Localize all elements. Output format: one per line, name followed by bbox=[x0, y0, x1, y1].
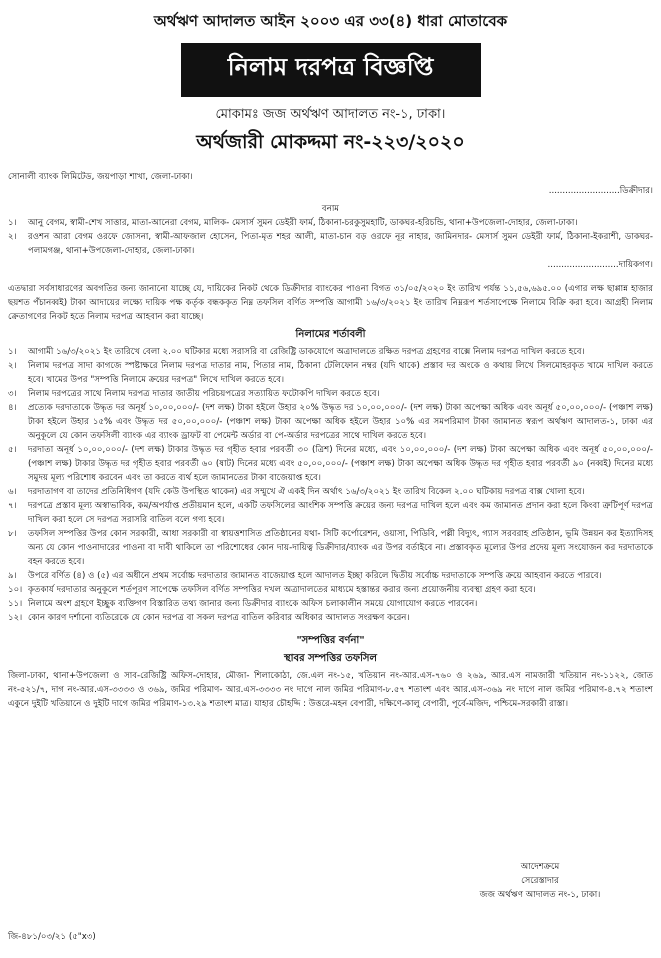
case-number: অর্থজারী মোকদ্দমা নং-২২৩/২০২০ bbox=[196, 131, 465, 153]
term-number: ৩। bbox=[8, 389, 17, 399]
term-item bbox=[8, 597, 653, 611]
defendant-number: ২। bbox=[8, 232, 17, 242]
plaintiff-role: ..........................ডিক্রীদার। bbox=[548, 186, 653, 196]
term-text: কোন কারণ দর্শানো ব্যতিরেকে যে কোন দরপত্র বা সকল দরপত্র বাতিল করিবার অধিকার আদালত সংরক্ষণ করেন। bbox=[28, 613, 410, 623]
terms-heading: নিলামের শর্তাবলী bbox=[295, 329, 366, 340]
term-number: ১২। bbox=[8, 613, 23, 623]
term-item bbox=[8, 499, 653, 527]
term-item bbox=[8, 527, 653, 569]
term-number: ৬। bbox=[8, 487, 17, 497]
defendant-text: আনু বেগম, স্বামী-শেখ সাত্তার, মাতা-আনেরা বেগম, মালিক- মেসার্স সুমন ডেইরী ফার্ম, ঠিকানা-চরকুসুমহাটি, ডাকঘর-হরিচন্ডি, থানা+উপজেলা-দোহার, জেলা-ঢাকা। bbox=[28, 218, 578, 228]
term-text: প্রত্যেক দরদাতাকে উদ্ধৃত দর অনূর্ধ ১০,০০,০০০/- (দশ লক্ষ) টাকা হইলে উহার ২০% উদ্ধৃত দর ১০,০০,০০০/- (দশ লক্ষ) টাকা অপেক্ষা অধিক এবং অনূর্ধ ৫০,০০,০০০/- (পঞ্চাশ লক্ষ) টাকা হইলে উহার ১৫% এবং উদ্ধৃত দর ৫০,০০,০০০/- (পঞ্চাশ লক্ষ) টাকা অপেক্ষা অধিক হইলে উহার ১০% এর সমপরিমাণ টাকা জামানত স্বরূপ অর্থঋণ আদালত-১, ঢাকা এর অনুকূলে যে কোন তফসিলী ব্যাংক এর ব্যাংক ড্রাফট বা পেমেন্ট অর্ডার বা পে-অর্ডার দরপত্রের সাথে দাখিল করতে হবে। bbox=[28, 403, 653, 441]
defendant-item bbox=[8, 230, 653, 258]
term-item bbox=[8, 583, 653, 597]
notice-page bbox=[8, 6, 653, 711]
term-item bbox=[8, 443, 653, 485]
term-text: কৃতকার্য দরদাতার অনুকূলে শর্তপূরণ সাপেক্ষে তফসিল বর্ণিত সম্পত্তির দখল অত্রাদালতের মাধ্যমে হস্তান্তর করার জন্য প্রয়োজনীয় ব্যবস্থা গ্রহণ করা হবে। bbox=[28, 585, 536, 595]
law-reference: অর্থঋণ আদালত আইন ২০০৩ এর ৩৩(৪) ধারা মোতাবেক bbox=[153, 12, 508, 30]
term-number: ৮। bbox=[8, 529, 17, 539]
court-name: মোকামঃ জজ অর্থঋণ আদালত নং-১, ঢাকা। bbox=[215, 107, 446, 122]
term-item bbox=[8, 569, 653, 583]
term-item bbox=[8, 485, 653, 499]
term-item bbox=[8, 345, 653, 359]
defendants-role: ..........................দায়িকগণ। bbox=[547, 260, 653, 270]
defendant-text: রওশন আরা বেগম ওরফে জোসনা, স্বামী-আফজাল হোসেন, পিতা-মৃত শহর আলী, মাতা-চান বড় ওরফে নূর নাহার, জামিনদার- মেসার্স সুমন ডেইরী ফার্ম, ঠিকানা-ইকরাশী, ডাকঘর-পলামগঞ্জ, থানা+উপজেলা-দোহার, জেলা-ঢাকা। bbox=[28, 232, 653, 256]
term-text: নিলাম দরপত্রের সাথে নিলাম দরপত্র দাতার জাতীয় পরিচয়পত্রের সত্যায়িত ফটোকপি দাখিল করতে হবে। bbox=[28, 389, 380, 399]
term-number: ৭। bbox=[8, 501, 17, 511]
plaintiff-name: সোনালী ব্যাংক লিমিটেড, জয়পাড়া শাখা, জেলা-ঢাকা। bbox=[8, 172, 193, 182]
term-number: ১। bbox=[8, 347, 17, 357]
term-text: দরদাতাগণ বা তাদের প্রতিনিধিগণ (যদি কেউ উপস্থিত থাকেন) এর সম্মুখে ঐ একই দিন অর্থাৎ ১৬/৩/২০২১ ইং তারিখ বিকেল ২.০০ ঘটিকায় দরপত্র বাক্স খোলা হবে। bbox=[28, 487, 585, 497]
terms-list bbox=[8, 345, 653, 625]
term-text: নিলাম দরপত্র সাদা কাগজে স্পষ্টাক্ষরে নিলাম দরপত্র দাতার নাম, পিতার নাম, ঠিকানা টেলিফোন নম্বর (যদি থাকে) প্রস্তাব দর অংকে ও কথায় লিখে সিলমোহরকৃত খামে দাখিল করতে হবে। খামের উপর "সম্পত্তি নিলামে ক্রয়ের দরপত্র" লিখে দাখিল করতে হবে। bbox=[28, 361, 653, 385]
intro-paragraph: এতদ্বারা সর্বসাধারণের অবগতির জন্য জানানো যাচ্ছে যে, দায়িকের নিকট থেকে ডিক্রীদার ব্যাংকের পাওনা বিগত ৩১/০৫/২০২০ ইং তারিখ পর্যন্ত ১১,৫৬,৬৯৫.০০ (এগার লক্ষ ছাপ্পান্ন হাজার ছয়শত পঁচানব্বই) টাকা আদায়ের লক্ষ্যে দায়িক পক্ষ কর্তৃক বন্ধককৃত নিম্ন তফসিল বর্ণিত সম্পত্তি আগামী ১৬/৩/২০২১ ইং তারিখ নিম্নরূপ শর্তসাপেক্ষে নিলামে বিক্রি করা হবে। আগ্রহী নিলাম ক্রেতাগণের নিকট হতে নিলাম দরপত্র আহবান করা যাচ্ছে। bbox=[8, 284, 653, 322]
signature-line2: সেরেস্তাদার bbox=[521, 876, 559, 886]
signature-line3: জজ অর্থঋণ আদালত নং-১, ঢাকা। bbox=[479, 890, 601, 900]
term-number: ৯। bbox=[8, 571, 17, 581]
property-description: জিলা-ঢাকা, থানা+উপজেলা ও সাব-রেজিষ্ট্রি অফিস-দোহার, মৌজা- শিলাকোঠা, জে.এল নং-১৫, খতিয়ান নং-আর.এস-৭৬০ ও ২৬৯, আর.এস নামজারী খতিয়ান নং-১১২২, জোত নং-৫২১/৭, দাগ নং-আর.এস-৩৩৩৩ ও ৩৬৯, জমির পরিমাণ- আর.এস-৩৩৩৩ নং দাগে নাল জমির পরিমাণ-৮.৫৭ শতাংশ এবং আর.এস-৩৬৯ নং দাগে নাল জমির পরিমাণ-৪.৭২ শতাংশ একুনে দুইটি খতিয়ানে ও দুইটি দাগে জমির পরিমাণ-১৩.২৯ শতাংশ মাত্র। যাহার চৌহদ্দি : উত্তরে-মহন বেপারী, দক্ষিণে-কালু বেপারী, পূর্বে-মজিদ, পশ্চিমে-সরকারী রাস্তা। bbox=[8, 671, 653, 709]
term-item bbox=[8, 387, 653, 401]
term-number: ১১। bbox=[8, 599, 23, 609]
property-subheading: স্থাবর সম্পত্তির তফসিল bbox=[284, 653, 377, 664]
term-text: তফসিল সম্পত্তির উপর কোন সরকারী, আধা সরকারী বা স্বায়ত্তশাসিত প্রতিষ্ঠানের যথা- সিটি কর্পোরেশন, ওয়াসা, পিডিবি, পল্লী বিদ্যুৎ, গ্যাস সরবরাহ প্রতিষ্ঠান, ভূমি উন্নয়ন কর ইত্যাদিসহ অন্য যে কোন পাওনাদারের পাওনা বা দাবী থাকিলে তা পরিশোধের কোন দায়-দায়িত্ব ডিক্রীদার/ব্যাংক এর উপর বর্তাইবে না। প্রস্তাবকৃত মূল্যের উপর প্রদেয় মূল্য সংযোজন কর দরদাতাকে বহন করতে হবে। bbox=[28, 529, 653, 567]
term-number: ২। bbox=[8, 361, 17, 371]
term-text: দরদাতা অনূর্ধ ১০,০০,০০০/- (দশ লক্ষ) টাকার উদ্ধৃত দর গৃহীত হবার পরবর্তী ৩০ (ত্রিশ) দিনের মধ্যে, এবং ১০,০০,০০০/- (দশ লক্ষ) টাকা অপেক্ষা অধিক এবং অনূর্ধ ৫০,০০,০০০/- (পঞ্চাশ লক্ষ) টাকার উদ্ধৃত দর গৃহীত হবার পরবর্তী ৬০ (ষাট) দিনের মধ্যে এবং ৫০,০০,০০০/- (পঞ্চাশ লক্ষ) টাকা অপেক্ষা অধিক উদ্ধৃত দর গৃহীত হবার পরবর্তী ৯০ (নব্বই) দিনের মধ্যে সমুদয় মূল্য পরিশোধ করবেন এবং তা করতে ব্যর্থ হলে জামানতের টাকা বাজেয়াপ্ত হবে। bbox=[28, 445, 653, 483]
term-number: ১০। bbox=[8, 585, 23, 595]
term-text: উপরে বর্ণিত (৪) ও (৫) এর অধীনে প্রথম সর্বোচ্চ দরদাতার জামানত বাজেয়াপ্ত হলে আদালত ইচ্ছা করিলে দ্বিতীয় সর্বোচ্চ দরদাতাকে সম্পত্তি ক্রয়ে আহবান করতে পারবে। bbox=[28, 571, 602, 581]
term-text: আগামী ১৬/৩/২০২১ ইং তারিখে বেলা ২.০০ ঘটিকার মধ্যে সরাসরি বা রেজিষ্ট্রি ডাকযোগে অত্রাদালতে রক্ষিত দরপত্র গ্রহণের বাক্সে নিলাম দরপত্র দাখিল করতে হবে। bbox=[28, 347, 585, 357]
versus-label: বনাম bbox=[321, 204, 340, 214]
term-number: ৫। bbox=[8, 445, 17, 455]
signature-line1: আদেশক্রমে bbox=[520, 862, 560, 872]
term-item bbox=[8, 611, 653, 625]
term-text: দরপত্রে প্রস্তাব মূল্য অস্বাভাবিক, কম/অপর্যাপ্ত প্রতীয়মান হলে, একটি তফসিলের আংশিক সম্পত্তি ক্রয়ের জন্য দরপত্র দাখিল হলে এবং কম জামানত প্রদান করা হলে কিংবা ত্রুটিপূর্ণ দরপত্র দাখিল করা হলে সে দরপত্র সরাসরি বাতিল বলে গণ্য হবে। bbox=[28, 501, 653, 525]
term-item bbox=[8, 401, 653, 443]
term-number: ৪। bbox=[8, 403, 17, 413]
property-heading: "সম্পত্তির বর্ণনা" bbox=[296, 635, 365, 646]
defendant-item bbox=[8, 216, 653, 230]
reference-code: জি-৪৮১/০৩/২১ (৫"x৩) bbox=[8, 932, 96, 942]
notice-title: নিলাম দরপত্র বিজ্ঞপ্তি bbox=[181, 43, 481, 97]
term-text: নিলামে অংশ গ্রহণে ইচ্ছুক ব্যক্তিগণ বিস্তারিত তথ্য জানার জন্য ডিক্রীদার ব্যাংকে অফিস চলাকালীন সময়ে যোগাযোগ করতে পারবেন। bbox=[28, 599, 478, 609]
signature-block bbox=[430, 860, 650, 902]
defendant-number: ১। bbox=[8, 218, 17, 228]
term-item bbox=[8, 359, 653, 387]
